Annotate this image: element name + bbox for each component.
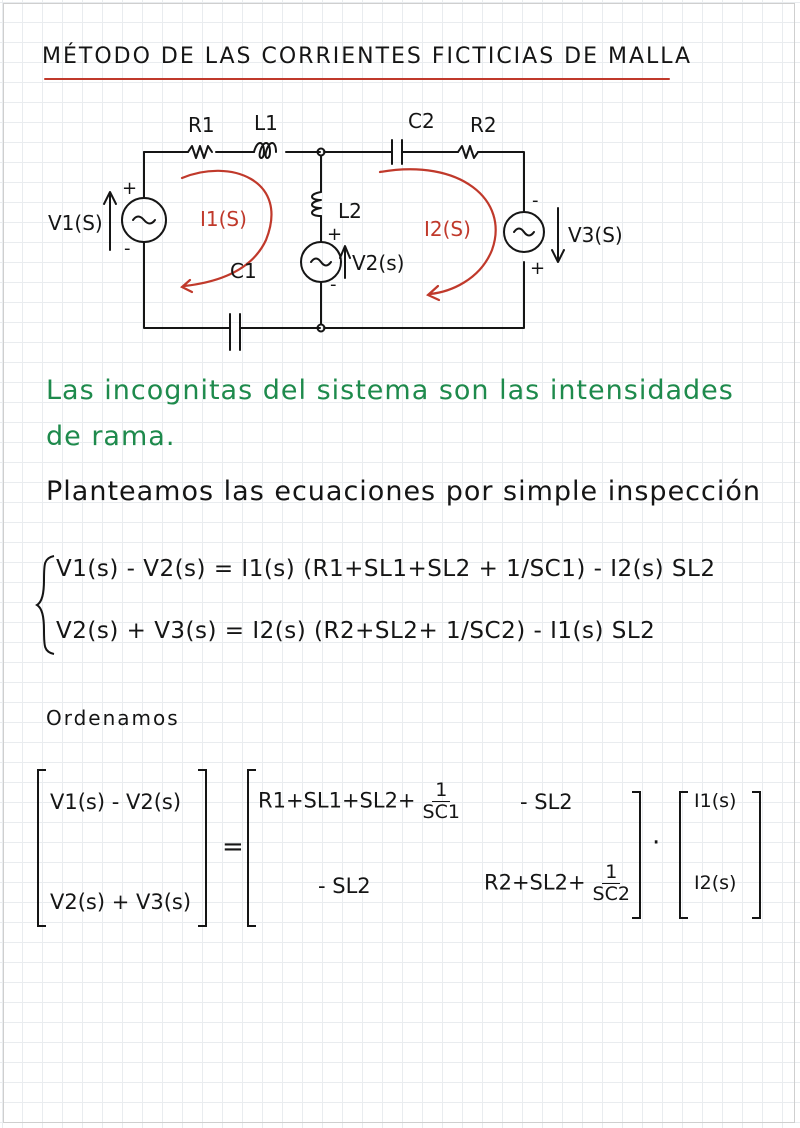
unknowns-note: Las incognitas del sistema son las intensidades de rama. bbox=[46, 375, 734, 452]
wire-r2-right bbox=[478, 152, 524, 198]
matrix-a11-num: 1 bbox=[432, 780, 450, 802]
ordenamos-heading: Ordenamos bbox=[46, 706, 180, 730]
matrix-a11-terms: R1+SL1+SL2+ bbox=[258, 788, 416, 813]
capacitor-c2 bbox=[392, 140, 402, 164]
v3-plus: + bbox=[530, 258, 546, 279]
label-v2: V2(s) bbox=[352, 251, 405, 275]
intro-text: Planteamos las ecuaciones por simple inspección bbox=[46, 476, 761, 507]
lhs-row-1: V1(s) - V2(s) bbox=[50, 790, 182, 814]
matrix-a11 bbox=[258, 780, 463, 823]
label-v3: V3(S) bbox=[568, 223, 623, 247]
matrix-dot-operator: · bbox=[652, 828, 661, 858]
unknown-i2: I2(s) bbox=[694, 872, 737, 894]
resistor-r1 bbox=[188, 146, 212, 158]
source-v2-tilde bbox=[311, 259, 331, 266]
resistor-r2 bbox=[458, 146, 478, 158]
source-v1-tilde bbox=[133, 217, 155, 224]
matrix-equals: = bbox=[222, 832, 244, 862]
vector-bracket-right bbox=[750, 790, 764, 920]
v1-arrow-icon bbox=[104, 192, 116, 250]
matrix-bracket-left bbox=[244, 768, 258, 928]
lhs-bracket-left bbox=[34, 768, 48, 928]
label-c1: C1 bbox=[230, 259, 257, 283]
matrix-a22-fraction bbox=[590, 862, 633, 905]
label-l1: L1 bbox=[254, 111, 278, 135]
lhs-row-2: V2(s) + V3(s) bbox=[50, 890, 192, 914]
label-r1: R1 bbox=[188, 113, 215, 137]
label-l2: L2 bbox=[338, 199, 362, 223]
label-v1: V1(S) bbox=[48, 211, 103, 235]
lhs-bracket-right bbox=[196, 768, 210, 928]
capacitor-c1 bbox=[230, 314, 240, 350]
source-v3-tilde bbox=[514, 229, 534, 236]
matrix-a22-terms: R2+SL2+ bbox=[484, 870, 586, 895]
v3-minus: - bbox=[532, 190, 539, 211]
label-c2: C2 bbox=[408, 109, 435, 133]
v1-plus: + bbox=[122, 178, 138, 199]
matrix-a11-fraction bbox=[420, 780, 463, 823]
v3-arrow-icon bbox=[552, 208, 564, 262]
label-i1: I1(S) bbox=[200, 207, 247, 231]
equation-1: V1(s) - V2(s) = I1(s) (R1+SL1+SL2 + 1/SC1) - I2(s) SL2 bbox=[56, 556, 716, 582]
title-underline bbox=[44, 78, 670, 80]
vector-bracket-left bbox=[676, 790, 690, 920]
wire-left-bottom bbox=[144, 242, 220, 328]
matrix-a22-den: SC2 bbox=[592, 882, 630, 905]
equation-2: V2(s) + V3(s) = I2(s) (R2+SL2+ 1/SC2) - I1(s) SL2 bbox=[56, 618, 656, 644]
label-i2: I2(S) bbox=[424, 217, 471, 241]
page-title: MÉTODO DE LAS CORRIENTES FICTICIAS DE MALLA bbox=[42, 44, 693, 69]
matrix-a11-den: SC1 bbox=[422, 800, 460, 823]
circuit-diagram bbox=[40, 100, 660, 360]
label-r2: R2 bbox=[470, 113, 497, 137]
matrix-a12: - SL2 bbox=[520, 790, 573, 814]
inductor-l1 bbox=[254, 143, 276, 158]
matrix-a21: - SL2 bbox=[318, 874, 371, 898]
v1-minus: - bbox=[124, 238, 131, 259]
v2-plus: + bbox=[327, 224, 343, 245]
inductor-l2 bbox=[312, 192, 321, 216]
matrix-a22 bbox=[484, 862, 633, 905]
matrix-a22-num: 1 bbox=[602, 862, 620, 884]
system-brace-icon bbox=[34, 550, 58, 660]
unknown-i1: I1(s) bbox=[694, 790, 737, 812]
v2-minus: - bbox=[330, 274, 337, 295]
